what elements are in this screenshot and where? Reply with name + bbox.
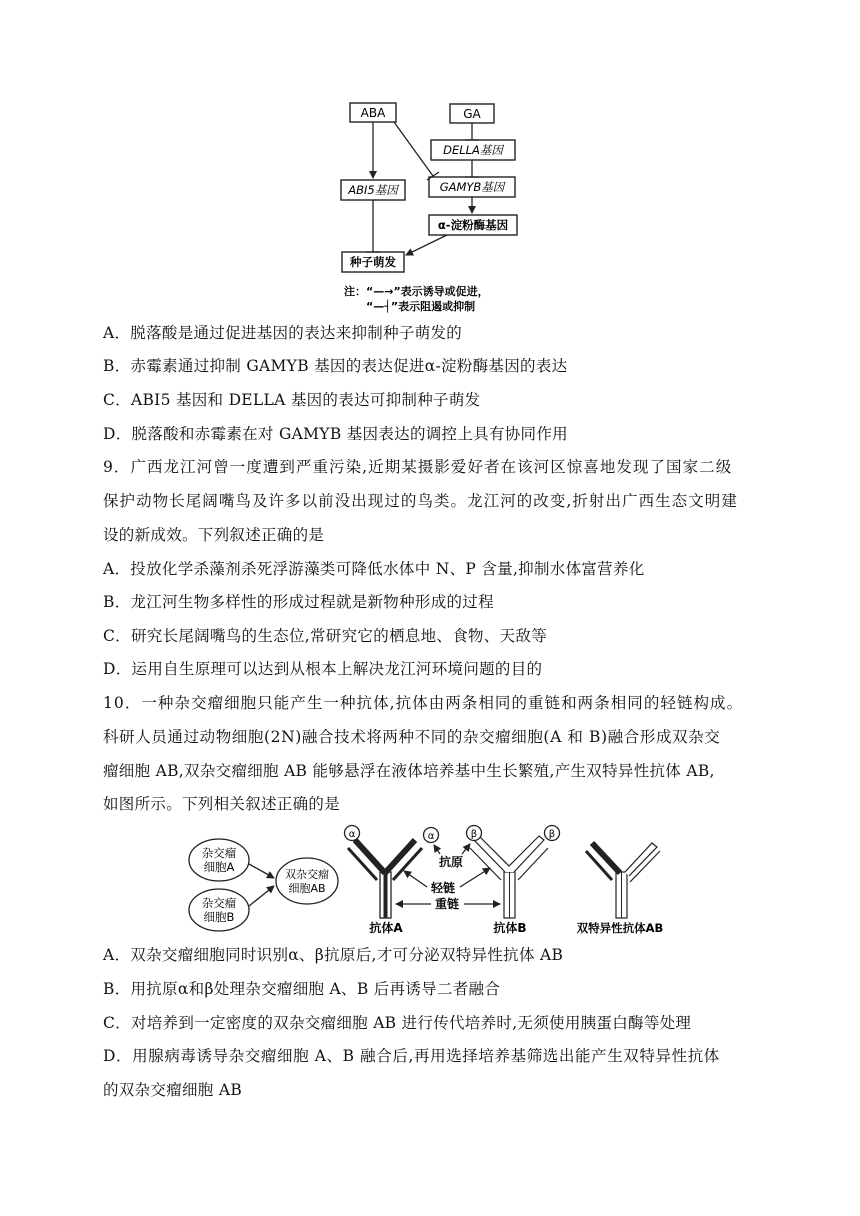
cell-ab	[276, 858, 338, 904]
q10-option-d-cont: 的双杂交瘤细胞 AB	[103, 1081, 243, 1099]
antibody-fusion-diagram	[185, 822, 675, 937]
cell-b-label-2: 细胞B	[203, 910, 235, 924]
q9-option-c: C．研究长尾阔嘴鸟的生态位,常研究它的栖息地、食物、天敌等	[103, 627, 547, 645]
antibody-b	[470, 836, 548, 918]
cell-a-label-2: 细胞A	[203, 860, 235, 874]
node-aba-label: ABA	[360, 106, 386, 120]
cell-a-label-1: 杂交瘤	[201, 846, 237, 860]
antibody-ab	[586, 843, 660, 918]
node-abi5-label: ABI5基因	[348, 183, 398, 197]
q9-option-d: D．运用自生原理可以达到从根本上解决龙江河环境问题的目的	[103, 660, 543, 678]
q10-stem-line3: 瘤细胞 AB,双杂交瘤细胞 AB 能够悬浮在液体培养基中生长繁殖,产生双特异性抗体 AB,	[103, 762, 715, 780]
q10-stem-line2: 科研人员通过动物细胞(2N)融合技术将两种不同的杂交瘤细胞(A 和 B)融合形成双杂交	[103, 728, 721, 746]
node-gamyb-label: GAMYB基因	[439, 180, 505, 194]
node-della-label: DELLA基因	[443, 143, 503, 157]
q10-option-a: A．双杂交瘤细胞同时识别α、β抗原后,才可分泌双特异性抗体 AB	[103, 946, 564, 964]
antibody-a-label: 抗体A	[369, 921, 403, 935]
hormone-regulation-diagram	[330, 98, 530, 316]
q10-option-c: C．对培养到一定密度的双杂交瘤细胞 AB 进行传代培养时,无须使用胰蛋白酶等处理	[103, 1014, 692, 1032]
antigen-pointer-alpha	[434, 845, 440, 854]
cell-b-label-1: 杂交瘤	[201, 896, 237, 910]
beta-label-left: β	[470, 829, 478, 840]
alpha-label-right: α	[427, 831, 435, 842]
edge-amylase-germination	[406, 235, 447, 255]
q9-stem-line1: 9．广西龙江河曾一度遭到严重污染,近期某摄影爱好者在该河区惊喜地发现了国家二级	[103, 458, 733, 476]
q10-option-b: B．用抗原α和β处理杂交瘤细胞 A、B 后再诱导二者融合	[103, 980, 501, 998]
q9-stem-line2: 保护动物长尾阔嘴鸟及许多以前没出现过的鸟类。龙江河的改变,折射出广西生态文明建	[103, 492, 738, 510]
diagram-note-line2: “—┤”表示阻遏或抑制	[366, 300, 476, 313]
q8-option-a: A．脱落酸是通过促进基因的表达来抑制种子萌发的	[103, 324, 463, 342]
fusion-arrow-b	[249, 886, 274, 906]
antibody-b-label: 抗体B	[493, 921, 527, 935]
q10-stem-line1: 10．一种杂交瘤细胞只能产生一种抗体,抗体由两条相同的重链和两条相同的轻链构成。	[103, 694, 744, 712]
cell-ab-label-1: 双杂交瘤	[285, 868, 329, 881]
node-ga-label: GA	[463, 107, 481, 121]
node-amylase-label: α-淀粉酶基因	[437, 218, 509, 232]
antigen-label: 抗原	[438, 855, 464, 869]
light-chain-label: 轻链	[430, 881, 456, 895]
edge-aba-gamyb	[394, 122, 433, 176]
cell-ab-label-2: 细胞AB	[288, 882, 326, 895]
q9-option-b: B．龙江河生物多样性的形成过程就是新物种形成的过程	[103, 593, 494, 611]
antigen-pointer-beta	[462, 844, 470, 854]
q10-stem-line4: 如图所示。下列相关叙述正确的是	[103, 795, 341, 813]
q8-option-b: B．赤霉素通过抑制 GAMYB 基因的表达促进α-淀粉酶基因的表达	[103, 357, 568, 375]
q8-option-c: C．ABI5 基因和 DELLA 基因的表达可抑制种子萌发	[103, 391, 481, 409]
q9-stem-line3: 设的新成效。下列叙述正确的是	[103, 526, 325, 544]
antibody-a	[348, 840, 422, 918]
beta-label-right: β	[548, 829, 556, 840]
q8-option-d: D．脱落酸和赤霉素在对 GAMYB 基因表达的调控上具有协同作用	[103, 425, 568, 443]
q10-option-d: D．用腺病毒诱导杂交瘤细胞 A、B 融合后,再用选择培养基筛选出能产生双特异性抗体	[103, 1047, 720, 1065]
light-chain-pointer-a	[404, 871, 427, 887]
node-germination-label: 种子萌发	[350, 255, 396, 269]
light-chain-pointer-b	[460, 868, 490, 887]
fusion-arrow-a	[249, 864, 274, 878]
heavy-chain-label: 重链	[434, 897, 460, 911]
q9-option-a: A．投放化学杀藻剂杀死浮游藻类可降低水体中 N、P 含量,抑制水体富营养化	[103, 560, 645, 578]
alpha-label-left: α	[348, 829, 356, 840]
diagram-note-line1: 注：“—→”表示诱导或促进，	[344, 285, 489, 298]
antibody-ab-label: 双特异性抗体AB	[576, 921, 664, 935]
